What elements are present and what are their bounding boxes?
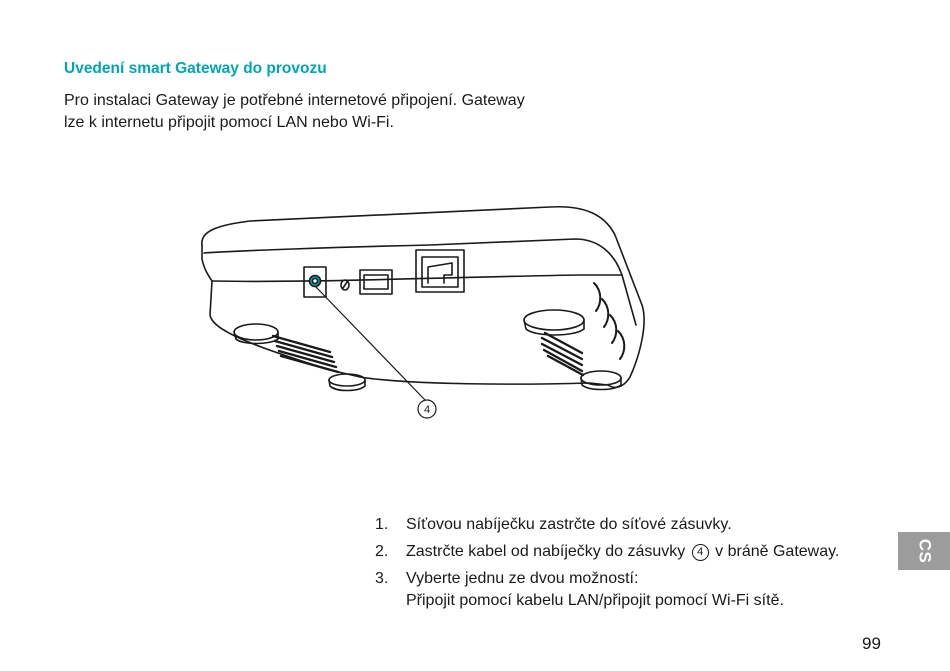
left-front-foot [234,324,278,344]
gateway-top-shell [202,207,644,388]
lan-port [416,250,464,292]
gateway-illustration [190,195,660,435]
intro-paragraph [64,90,584,134]
svg-text:4: 4 [423,404,431,416]
section-heading: Uvedení smart Gateway do provozu [64,60,327,77]
list-item: 2. Zastrčte kabel od nabíječky do zásuvky 4 v bráně Gateway. [375,543,840,560]
right-front-foot [524,310,584,335]
rear-left-foot [329,374,365,391]
page-number: 99 [862,634,881,653]
list-item: 1. Síťovou nabíječku zastrčte do síťové zásuvky. [375,516,732,533]
usb-port [360,270,392,294]
gateway-body [202,245,608,385]
intro-line-2: lze k internetu připojit pomocí LAN nebo Wi-Fi. [64,114,394,131]
instruction-list [375,514,895,617]
language-tab: CS [898,532,950,570]
reset-button [341,280,349,290]
side-vents [594,283,624,359]
callout-marker [418,400,436,418]
intro-line-1: Pro instalaci Gateway je potřebné internetové připojení. Gateway [64,92,525,109]
power-port [304,267,326,297]
right-vents [542,333,583,375]
port-reference-marker: 4 [692,544,709,561]
list-item: 3. Vyberte jednu ze dvou možností: Připojit pomocí kabelu LAN/připojit pomocí Wi-Fi sítě. [375,570,784,609]
